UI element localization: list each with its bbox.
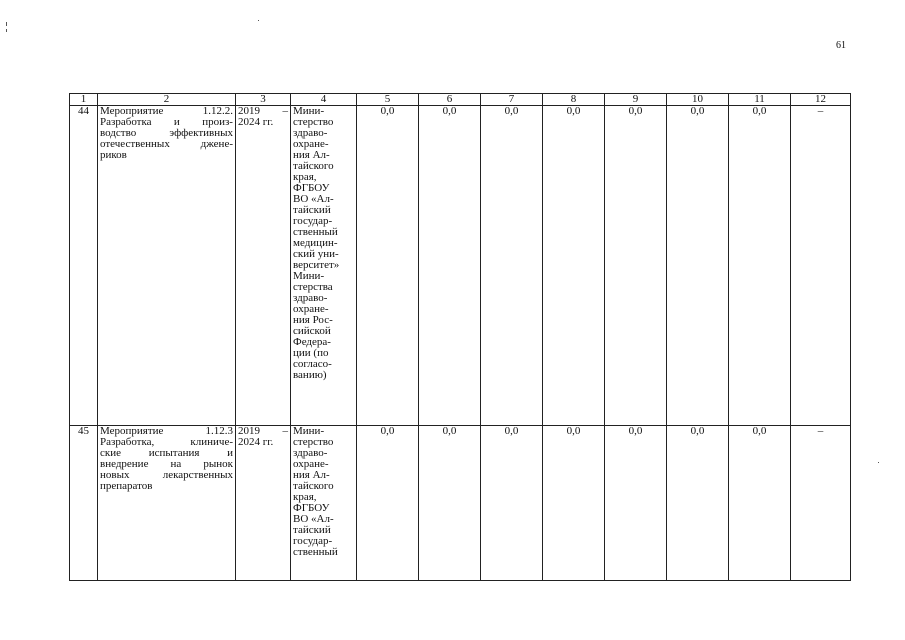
empty-mark: – (791, 106, 851, 426)
row-number: 45 (70, 426, 98, 581)
measure-description (98, 106, 236, 426)
header-row (70, 94, 851, 106)
scan-speck (6, 22, 7, 26)
header-cell: 6 (419, 94, 481, 106)
funding-value: 0,0 (357, 426, 419, 581)
text-line: ния Рос- (293, 314, 333, 326)
text-line: Разработка и произ- (100, 116, 233, 128)
text-line: ственный (293, 546, 338, 558)
text-line: 2019 – (238, 105, 288, 117)
funding-value: 0,0 (357, 106, 419, 426)
header-cell: 5 (357, 94, 419, 106)
text-line: верситет» (293, 259, 340, 271)
text-line: Мини- (293, 105, 325, 117)
text-line: здраво- (293, 127, 328, 139)
text-line: Федера- (293, 336, 331, 348)
text-line: ФГБОУ (293, 502, 330, 514)
text-line: медицин- (293, 237, 338, 249)
funding-value: 0,0 (667, 426, 729, 581)
text-line: стерство (293, 116, 334, 128)
text-line: здраво- (293, 292, 328, 304)
period (236, 426, 291, 581)
text-line: внедрение на рынок (100, 458, 233, 470)
text-line: охране- (293, 303, 329, 315)
scan-speck (6, 29, 7, 32)
text-line: тайского (293, 480, 334, 492)
text-line: Мини- (293, 425, 325, 437)
funding-value: 0,0 (543, 426, 605, 581)
text-line: новых лекарственных (100, 469, 233, 481)
funding-value: 0,0 (481, 426, 543, 581)
table-row (70, 106, 851, 426)
text-line: ванию) (293, 369, 327, 381)
empty-mark: – (791, 426, 851, 581)
text-line: препаратов (100, 480, 153, 492)
funding-value: 0,0 (419, 426, 481, 581)
header-cell: 3 (236, 94, 291, 106)
text-line: ции (по (293, 347, 329, 359)
funding-value: 0,0 (729, 106, 791, 426)
responsible-executor (291, 426, 357, 581)
text-line: ВО «Ал- (293, 513, 334, 525)
header-cell: 12 (791, 94, 851, 106)
header-cell: 10 (667, 94, 729, 106)
scan-speck (258, 20, 259, 21)
text-line: риков (100, 149, 127, 161)
text-line: согласо- (293, 358, 332, 370)
text-line: охране- (293, 138, 329, 150)
funding-value: 0,0 (605, 426, 667, 581)
scan-speck (878, 462, 879, 463)
row-number: 44 (70, 106, 98, 426)
funding-value: 0,0 (481, 106, 543, 426)
text-line: стерство (293, 436, 334, 448)
header-cell: 2 (98, 94, 236, 106)
header-cell: 8 (543, 94, 605, 106)
text-line: водство эффективных (100, 127, 233, 139)
text-line: государ- (293, 215, 333, 227)
responsible-executor (291, 106, 357, 426)
funding-value: 0,0 (543, 106, 605, 426)
text-line: Мини- (293, 270, 325, 282)
header-cell: 1 (70, 94, 98, 106)
text-line: стерства (293, 281, 333, 293)
text-line: Мероприятие 1.12.2. (100, 105, 233, 117)
text-line: ские испытания и (100, 447, 233, 459)
header-cell: 4 (291, 94, 357, 106)
text-line: тайский (293, 204, 331, 216)
text-line: ния Ал- (293, 469, 330, 481)
text-line: ский уни- (293, 248, 339, 260)
text-line: 2024 гг. (238, 436, 274, 448)
text-line: отечественных джене- (100, 138, 233, 150)
period (236, 106, 291, 426)
text-line: края, (293, 491, 317, 503)
header-cell: 7 (481, 94, 543, 106)
funding-value: 0,0 (605, 106, 667, 426)
text-line: края, (293, 171, 317, 183)
text-line: охране- (293, 458, 329, 470)
funding-value: 0,0 (419, 106, 481, 426)
text-line: 2024 гг. (238, 116, 274, 128)
text-line: тайский (293, 524, 331, 536)
funding-value: 0,0 (667, 106, 729, 426)
text-line: Мероприятие 1.12.3 (100, 425, 233, 437)
text-line: государ- (293, 535, 333, 547)
text-line: 2019 – (238, 425, 288, 437)
text-line: сийской (293, 325, 331, 337)
text-line: ВО «Ал- (293, 193, 334, 205)
text-line: тайского (293, 160, 334, 172)
text-line: ственный (293, 226, 338, 238)
measure-description (98, 426, 236, 581)
header-cell: 9 (605, 94, 667, 106)
text-line: Разработка, клиниче- (100, 436, 233, 448)
table-row (70, 426, 851, 581)
header-cell: 11 (729, 94, 791, 106)
text-line: ФГБОУ (293, 182, 330, 194)
page-number: 61 (836, 40, 846, 51)
program-table (69, 93, 851, 581)
funding-value: 0,0 (729, 426, 791, 581)
text-line: здраво- (293, 447, 328, 459)
text-line: ния Ал- (293, 149, 330, 161)
